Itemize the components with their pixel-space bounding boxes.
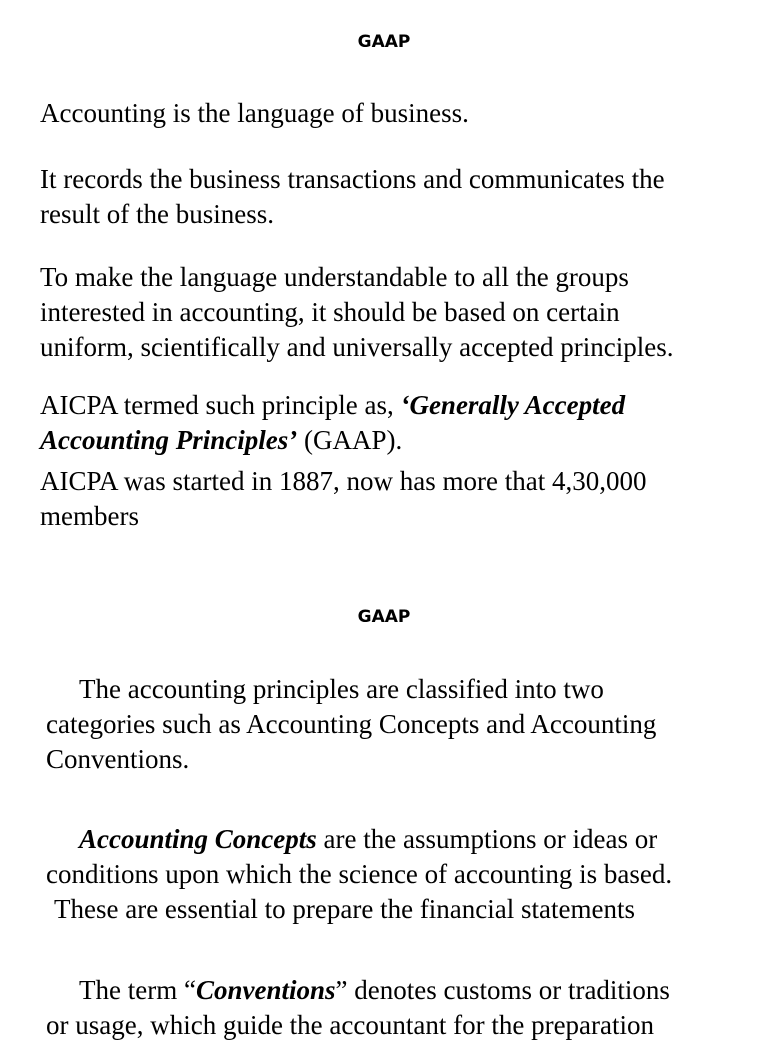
slide-1-p5-line-2: members — [40, 501, 139, 531]
slide-2-p3-line-1-rest: ” denotes customs or traditions — [335, 975, 670, 1005]
slide-1-p4-term-part-1: ‘Generally Accepted — [400, 390, 626, 420]
slide-2-p2-line-3: These are essential to prepare the financial statements — [54, 894, 635, 924]
slide-1-paragraph-3 — [40, 260, 674, 365]
slide-1-paragraph-2 — [40, 162, 665, 232]
slide-1-p4-suffix: (GAAP). — [297, 425, 403, 455]
slide-1-p4-line-1 — [40, 388, 625, 423]
slide-2-p2-line-1 — [46, 822, 672, 857]
slide-1-p5-line-1: AICPA was started in 1887, now has more that 4,30,000 — [40, 466, 647, 496]
slide-1-p4-prefix: AICPA termed such principle as, — [40, 390, 401, 420]
slide-2-p2-line-1-rest: are the assumptions or ideas or — [316, 824, 658, 854]
slide-2-p2-term: Accounting Concepts — [79, 824, 317, 854]
slide-2-p2-line-2: conditions upon which the science of accounting is based. — [46, 859, 673, 889]
slide-2-p3-term: Conventions — [195, 975, 336, 1005]
slide-2-p1-line-3: Conventions. — [46, 744, 190, 774]
slide-2-p3-line-1 — [46, 973, 670, 1008]
slide-1-p3-line-2: interested in accounting, it should be based on certain — [40, 297, 620, 327]
slide-2-paragraph-3 — [46, 973, 670, 1043]
slide-1-p2-line-2: result of the business. — [40, 199, 274, 229]
slide-1-paragraph-1 — [40, 96, 469, 131]
slide-2-paragraph-2 — [46, 822, 672, 927]
slide-1-paragraph-5 — [40, 464, 646, 534]
slide-1-p3-line-1: To make the language understandable to all the groups — [40, 262, 629, 292]
slide-2-p3-prefix: The term “ — [79, 975, 196, 1005]
slide-2-paragraph-1 — [46, 672, 656, 777]
slide-1-title: GAAP — [357, 32, 411, 52]
slide-1-p1-line-1: Accounting is the language of business. — [40, 98, 469, 128]
slide-1-p3-line-3: uniform, scientifically and universally accepted principles. — [40, 332, 674, 362]
slide-1-p4-line-2 — [40, 423, 625, 458]
slide-1-p2-line-1: It records the business transactions and communicates the — [40, 164, 665, 194]
slide-2-p1-line-2: categories such as Accounting Concepts and Accounting — [46, 709, 657, 739]
slide-2-p1-line-1: The accounting principles are classified into two — [79, 674, 604, 704]
slide-1-p4-term-part-2: Accounting Principles’ — [40, 425, 298, 455]
slide-2-title: GAAP — [357, 607, 411, 627]
slide-1-paragraph-4 — [40, 388, 625, 458]
slide-2-p3-line-2: or usage, which guide the accountant for the preparation — [46, 1010, 655, 1040]
